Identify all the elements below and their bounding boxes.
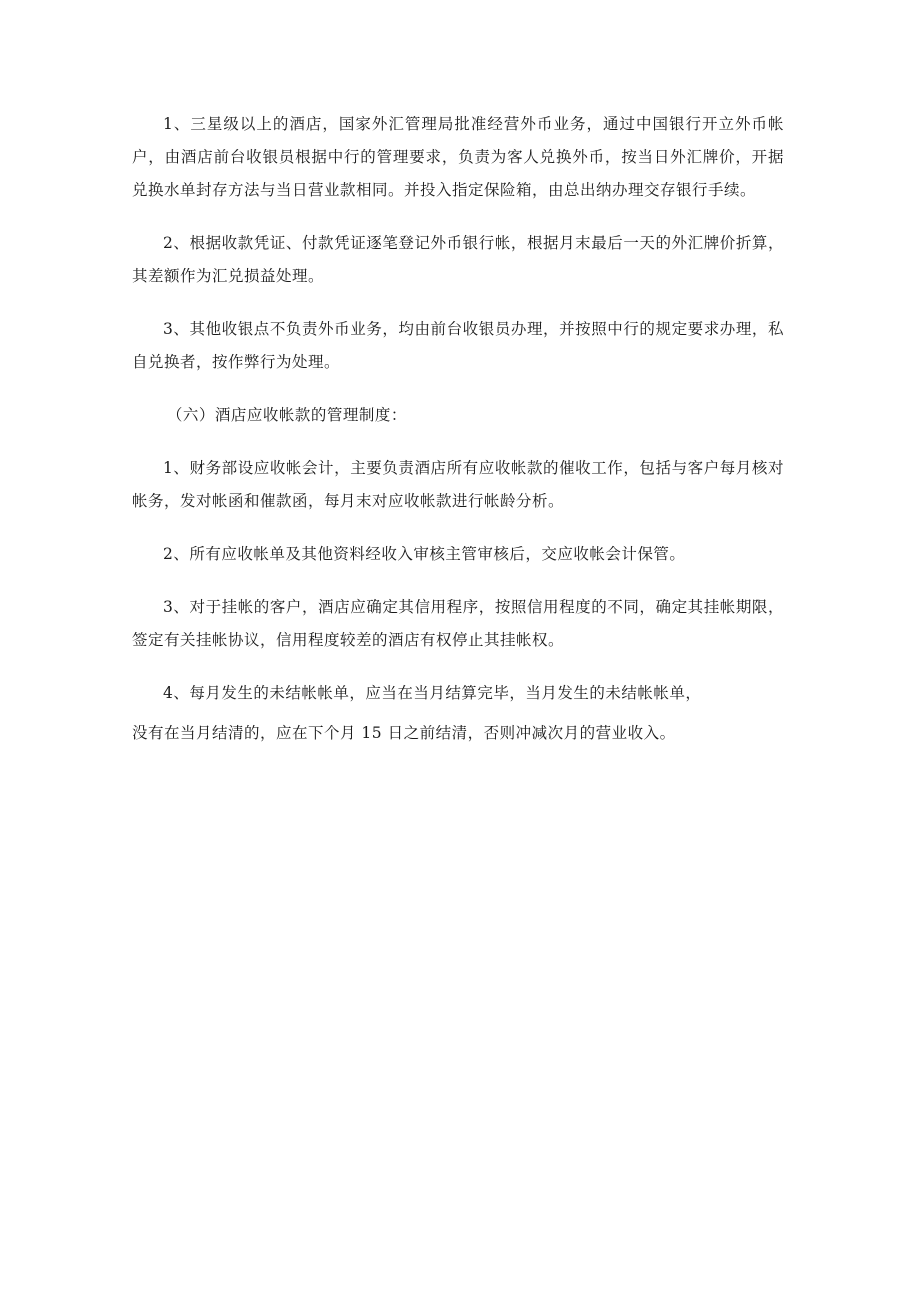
paragraph-receivables-4: 4、每月发生的未结帐帐单，应当在当月结算完毕，当月发生的未结帐帐单， bbox=[163, 684, 702, 702]
section-heading-receivables: （六）酒店应收帐款的管理制度： bbox=[166, 406, 407, 424]
paragraph-receivables-2: 2、所有应收帐单及其他资料经收入审核主管审核后，交应收帐会计保管。 bbox=[163, 545, 686, 563]
paragraph-receivables-4-continued: 没有在当月结清的，应在下个月 15 日之前结清，否则冲减次月的营业收入。 bbox=[132, 724, 676, 742]
document-page bbox=[132, 108, 784, 770]
paragraph-foreign-exchange-2: 2、根据收款凭证、付款凭证逐笔登记外币银行帐，根据月末最后一天的外汇牌价折算，其差额作为汇兑损益处理。 bbox=[132, 234, 784, 285]
paragraph-receivables-1: 1、财务部设应收帐会计，主要负责酒店所有应收帐款的催收工作，包括与客户每月核对帐务，发对帐函和催款函，每月末对应收帐款进行帐龄分析。 bbox=[132, 459, 784, 510]
paragraph-foreign-exchange-1: 1、三星级以上的酒店，国家外汇管理局批准经营外币业务，通过中国银行开立外币帐户，由酒店前台收银员根据中行的管理要求，负责为客人兑换外币，按当日外汇牌价，开据兑换水单封存方法与当日营业款相同。并投入指定保险箱，由总出纳办理交存银行手续。 bbox=[132, 115, 784, 199]
paragraph-foreign-exchange-3: 3、其他收银点不负责外币业务，均由前台收银员办理，并按照中行的规定要求办理，私自兑换者，按作弊行为处理。 bbox=[132, 320, 784, 371]
paragraph-receivables-3: 3、对于挂帐的客户，酒店应确定其信用程序，按照信用程度的不同，确定其挂帐期限，签定有关挂帐协议，信用程度较差的酒店有权停止其挂帐权。 bbox=[132, 598, 784, 649]
